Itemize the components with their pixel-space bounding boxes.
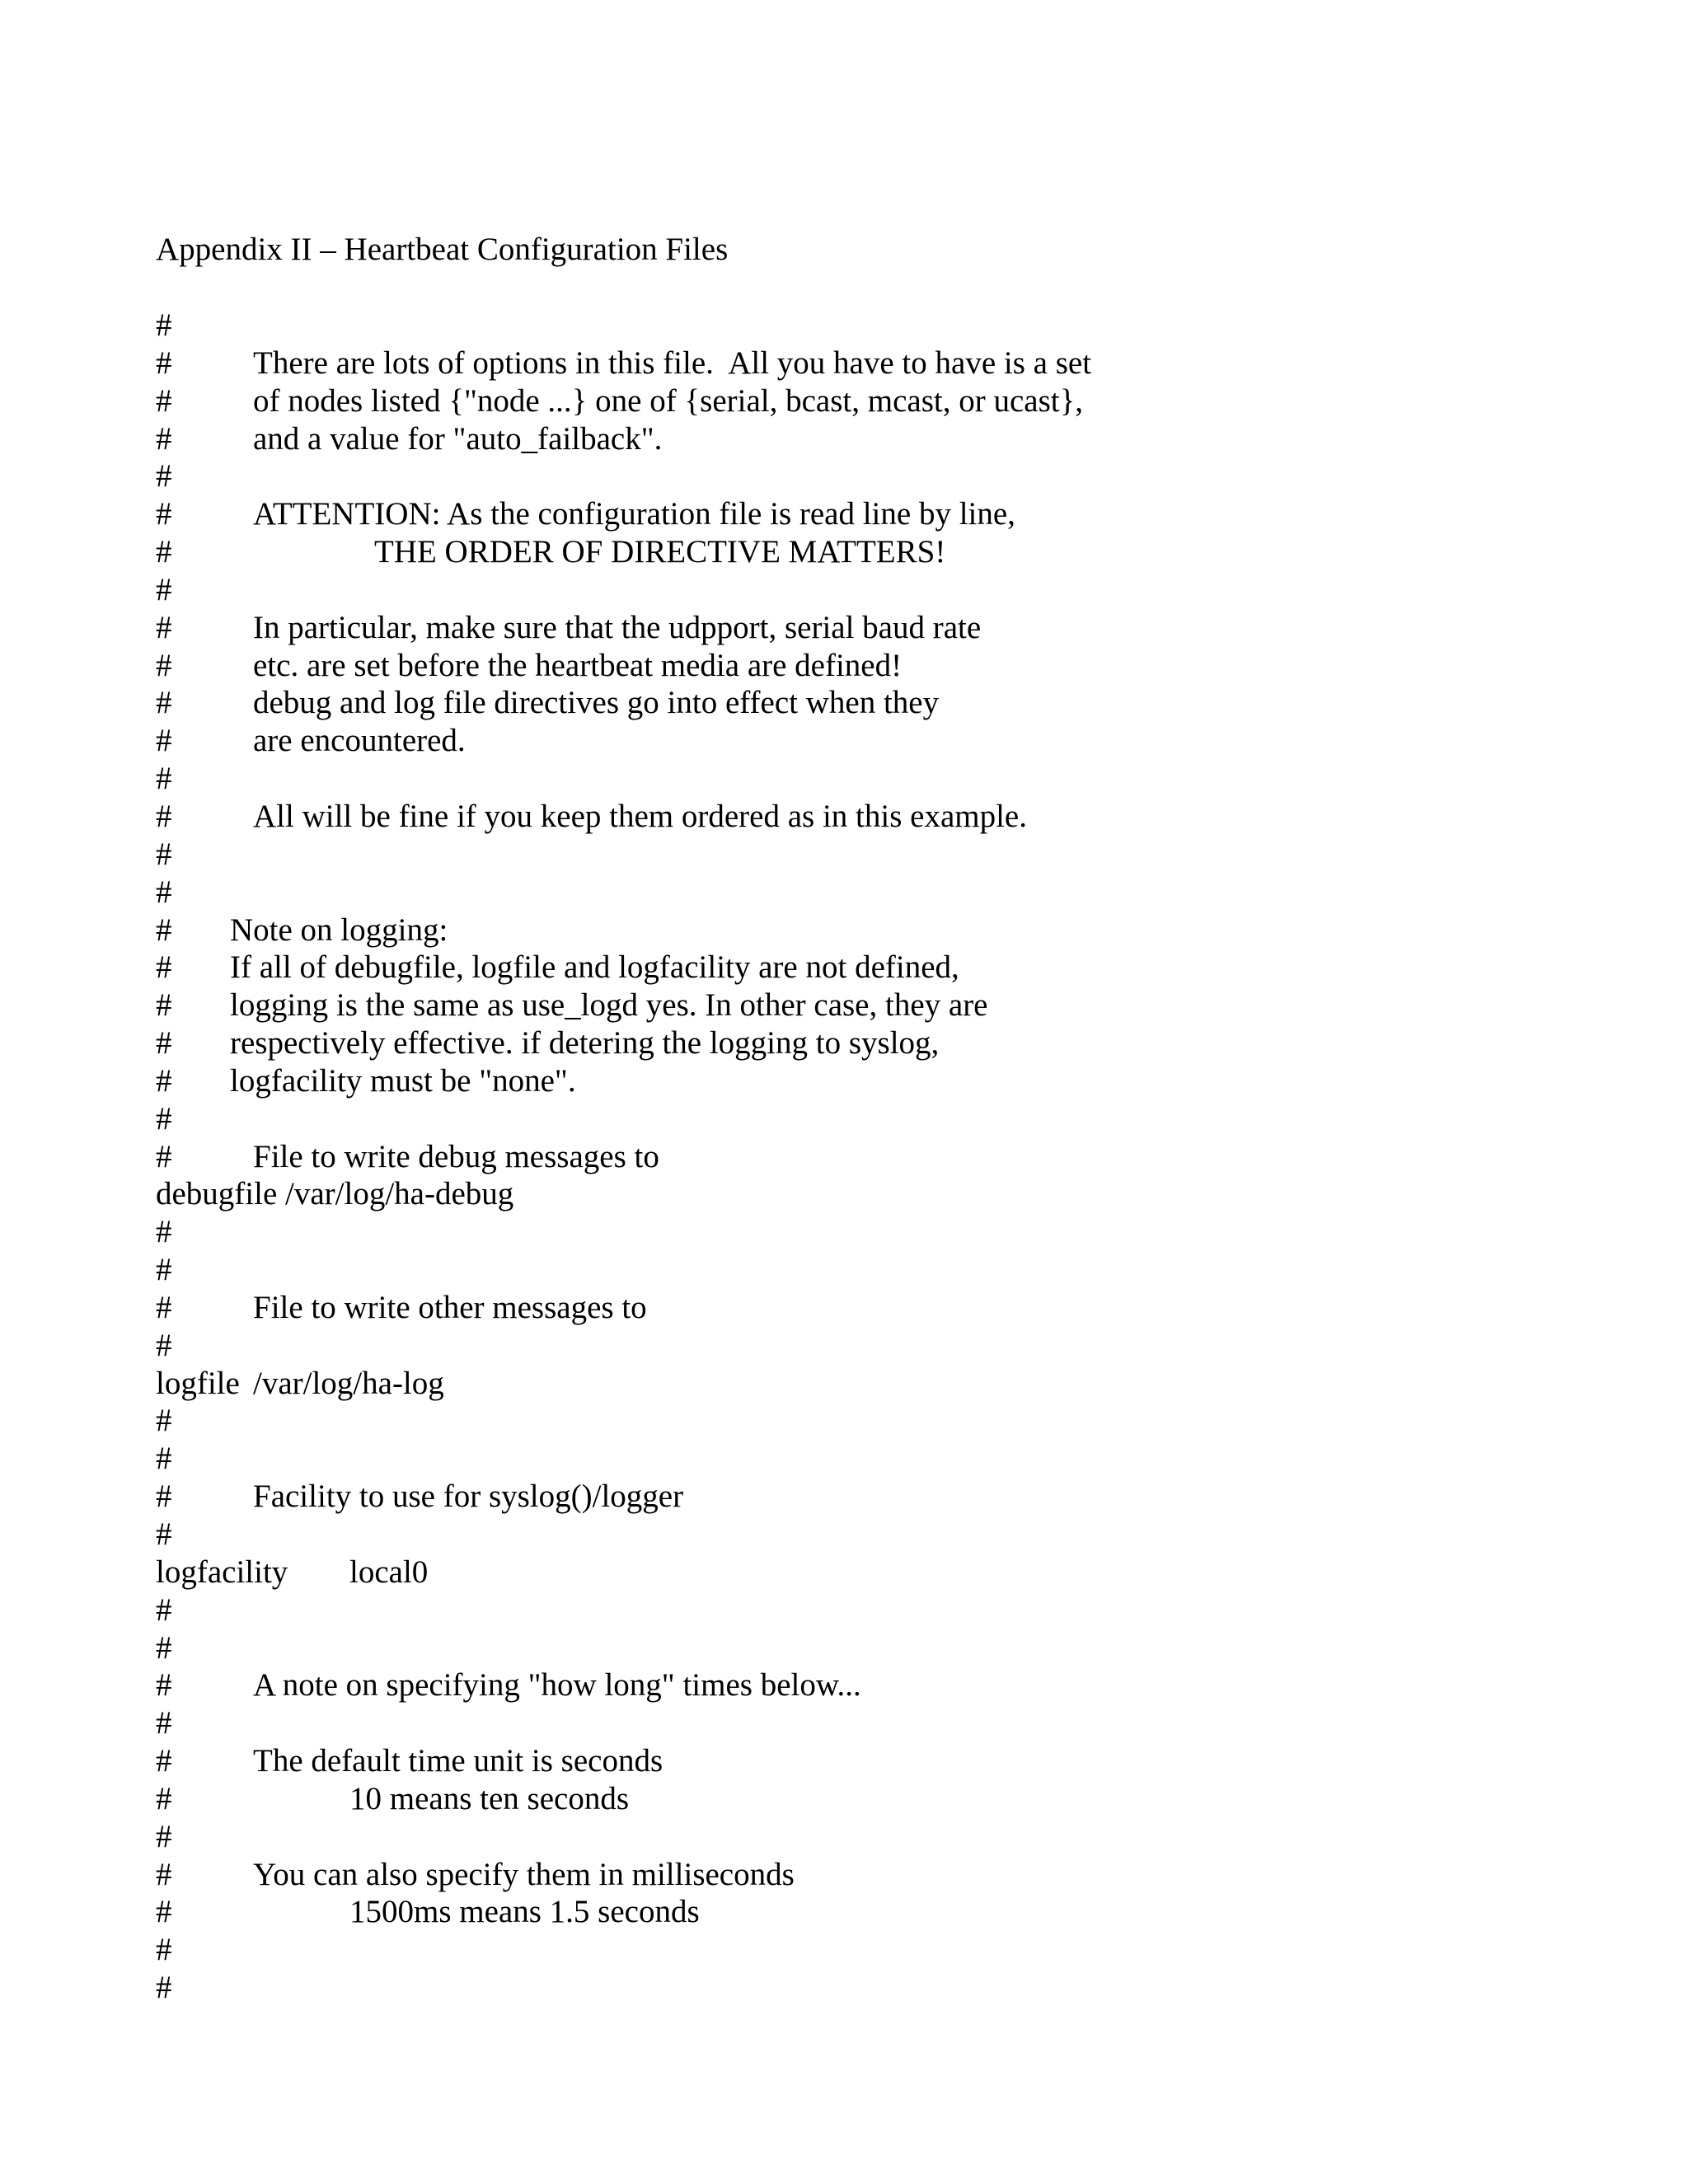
- directive-value: /var/log/ha-log: [253, 1365, 444, 1401]
- comment-line: [156, 722, 1639, 760]
- comment-hash: #: [156, 761, 172, 797]
- directive-line: [156, 1175, 1639, 1213]
- comment-hash: #: [156, 647, 172, 683]
- comment-hash: #: [156, 1100, 172, 1137]
- comment-hash: #: [156, 1780, 172, 1816]
- comment-text: are encountered.: [253, 723, 466, 759]
- comment-hash: #: [156, 1138, 172, 1174]
- comment-line: [156, 420, 1639, 458]
- comment-hash: #: [156, 1289, 172, 1325]
- comment-text: logging is the same as use_logd yes. In other case, they are: [230, 987, 988, 1024]
- comment-line: [156, 1213, 1639, 1251]
- comment-hash: #: [156, 949, 172, 986]
- comment-hash: #: [156, 1894, 172, 1930]
- comment-hash: #: [156, 1441, 172, 1477]
- comment-line: [156, 1893, 1639, 1931]
- comment-line: [156, 1856, 1639, 1894]
- comment-line: [156, 912, 1639, 949]
- comment-line: [156, 987, 1639, 1024]
- comment-hash: #: [156, 1025, 172, 1062]
- comment-line: [156, 1780, 1639, 1818]
- comment-line: [156, 457, 1639, 495]
- comment-text: ATTENTION: As the configuration file is read line by line,: [253, 496, 1015, 532]
- comment-line: [156, 571, 1639, 609]
- comment-hash: #: [156, 609, 172, 645]
- comment-line: [156, 760, 1639, 798]
- comment-text: A note on specifying "how long" times below...: [253, 1667, 861, 1704]
- comment-text: You can also specify them in milliseconds: [253, 1856, 795, 1892]
- comment-line: [156, 1931, 1639, 1969]
- comment-hash: #: [156, 836, 172, 872]
- comment-hash: #: [156, 1479, 172, 1515]
- directive-key: logfile: [156, 1365, 240, 1401]
- comment-hash: #: [156, 912, 172, 948]
- comment-text: logfacility must be "none".: [230, 1062, 576, 1099]
- directive-line: [156, 1365, 1639, 1403]
- comment-line: [156, 798, 1639, 836]
- comment-hash: #: [156, 1516, 172, 1552]
- comment-hash: #: [156, 571, 172, 607]
- comment-line: [156, 1516, 1639, 1554]
- comment-line: [156, 1478, 1639, 1516]
- comment-hash: #: [156, 382, 172, 419]
- comment-hash: #: [156, 1214, 172, 1250]
- comment-line: [156, 836, 1639, 874]
- comment-text: There are lots of options in this file. All you have to have is a set: [253, 344, 1092, 381]
- comment-line: [156, 1666, 1639, 1704]
- comment-hash: #: [156, 1970, 172, 2006]
- comment-line: [156, 1742, 1639, 1780]
- comment-hash: #: [156, 1932, 172, 1968]
- directive-value: local0: [349, 1554, 429, 1590]
- comment-hash: #: [156, 1062, 172, 1099]
- comment-line: [156, 1327, 1639, 1365]
- comment-hash: #: [156, 685, 172, 721]
- comment-hash: #: [156, 534, 172, 570]
- comment-text: debug and log file directives go into effect when they: [253, 685, 940, 721]
- comment-hash: #: [156, 496, 172, 532]
- comment-text: 1500ms means 1.5 seconds: [349, 1894, 700, 1930]
- comment-line: [156, 609, 1639, 647]
- comment-line: [156, 495, 1639, 533]
- comment-line: [156, 344, 1639, 382]
- comment-text: 10 means ten seconds: [349, 1780, 630, 1816]
- comment-line: [156, 684, 1639, 722]
- comment-line: [156, 1591, 1639, 1629]
- directive-key: logfacility: [156, 1554, 288, 1590]
- comment-text: File to write other messages to: [253, 1289, 647, 1325]
- comment-hash: #: [156, 1591, 172, 1628]
- comment-hash: #: [156, 1403, 172, 1439]
- comment-hash: #: [156, 1856, 172, 1892]
- comment-line: [156, 1100, 1639, 1138]
- comment-line: [156, 1062, 1639, 1100]
- comment-line: [156, 382, 1639, 420]
- comment-hash: #: [156, 344, 172, 381]
- comment-text: Note on logging:: [230, 912, 448, 948]
- comment-line: [156, 1440, 1639, 1478]
- comment-line: [156, 874, 1639, 912]
- comment-line: [156, 1629, 1639, 1667]
- comment-text: THE ORDER OF DIRECTIVE MATTERS!: [374, 534, 946, 570]
- comment-hash: #: [156, 1705, 172, 1741]
- page-title: Appendix II – Heartbeat Configuration Files: [156, 232, 729, 267]
- comment-line: [156, 1251, 1639, 1289]
- comment-text: Facility to use for syslog()/logger: [253, 1479, 684, 1515]
- comment-hash: #: [156, 987, 172, 1024]
- comment-hash: #: [156, 420, 172, 457]
- comment-text: If all of debugfile, logfile and logfacility are not defined,: [230, 949, 959, 986]
- comment-hash: #: [156, 1629, 172, 1666]
- comment-hash: #: [156, 458, 172, 494]
- comment-hash: #: [156, 1667, 172, 1704]
- comment-text: and a value for "auto_failback".: [253, 420, 663, 457]
- comment-hash: #: [156, 723, 172, 759]
- comment-line: [156, 533, 1639, 571]
- comment-text: File to write debug messages to: [253, 1138, 659, 1174]
- comment-line: [156, 1402, 1639, 1440]
- comment-line: [156, 949, 1639, 987]
- comment-line: [156, 1138, 1639, 1176]
- comment-hash: #: [156, 798, 172, 834]
- comment-text: of nodes listed {"node ...} one of {serial, bcast, mcast, or ucast},: [253, 382, 1084, 419]
- directive-line: [156, 1554, 1639, 1591]
- config-listing: [156, 307, 1639, 2007]
- comment-hash: #: [156, 1327, 172, 1363]
- comment-line: [156, 1289, 1639, 1327]
- comment-line: [156, 1024, 1639, 1062]
- comment-text: All will be fine if you keep them ordered as in this example.: [253, 798, 1027, 834]
- comment-line: [156, 1704, 1639, 1742]
- comment-line: [156, 1818, 1639, 1856]
- comment-hash: #: [156, 1818, 172, 1854]
- config-directive: debugfile /var/log/ha-debug: [156, 1176, 514, 1212]
- comment-text: In particular, make sure that the udpport, serial baud rate: [253, 609, 982, 645]
- comment-line: [156, 647, 1639, 685]
- comment-hash: #: [156, 1252, 172, 1288]
- comment-hash: #: [156, 1743, 172, 1779]
- comment-hash: #: [156, 874, 172, 910]
- comment-text: respectively effective. if detering the logging to syslog,: [230, 1025, 940, 1062]
- comment-hash: #: [156, 307, 172, 343]
- comment-line: [156, 1969, 1639, 2007]
- comment-text: etc. are set before the heartbeat media are defined!: [253, 647, 903, 683]
- comment-text: The default time unit is seconds: [253, 1743, 663, 1779]
- comment-line: [156, 307, 1639, 344]
